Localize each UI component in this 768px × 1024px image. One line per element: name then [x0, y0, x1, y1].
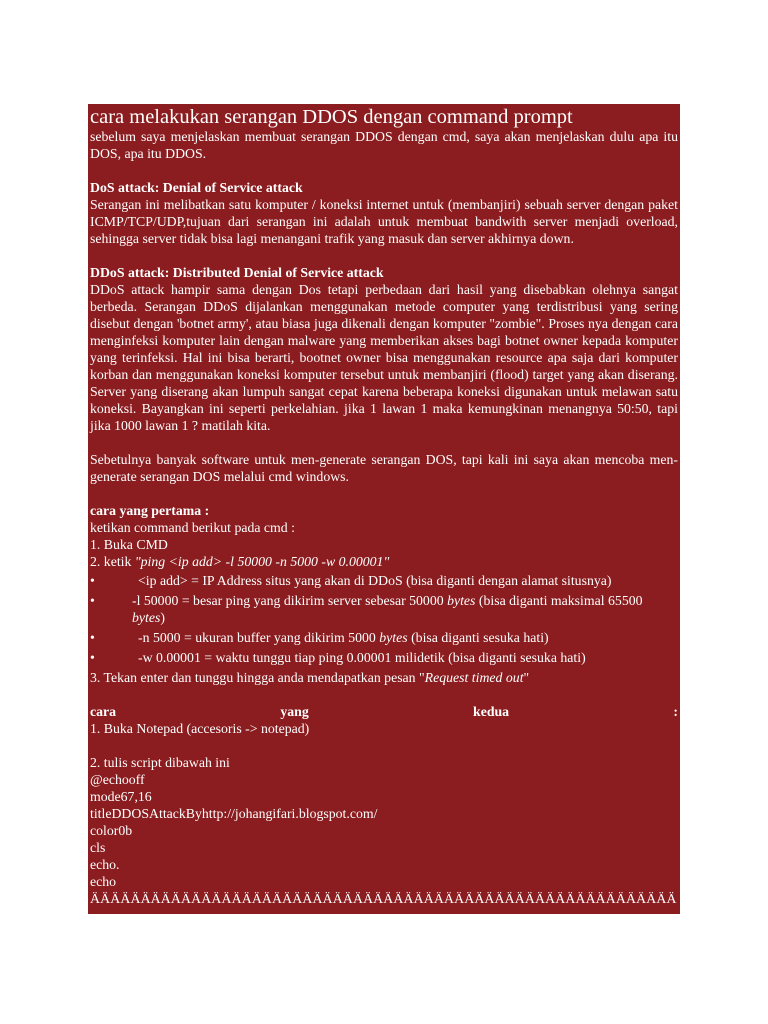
first-method-intro: ketikan command berikut pada cmd :: [90, 520, 295, 535]
script-line: mode67,16: [90, 789, 152, 804]
dos-paragraph: Serangan ini melibatkan satu komputer / koneksi internet untuk (membanjiri) sebuah server dengan paket ICMP/TCP/UDP,tujuan dari serangan ini adalah untuk membuat bandwith server menjadi overload, sehingga server tidak bisa lagi menangani trafik yang masuk dan server akhirnya down.: [90, 197, 678, 246]
bullet-ping-size: • -l 50000 = besar ping yang dikirim server sebesar 50000 bytes (bisa diganti maksimal 65500 bytes): [90, 593, 643, 625]
page-title: cara melakukan serangan DDOS dengan command prompt: [90, 106, 573, 128]
first-method-heading: cara yang pertama :: [90, 503, 210, 518]
bullet-icon: •: [90, 650, 95, 665]
script-line: color0b: [90, 823, 133, 838]
first-step-1: 1. Buka CMD: [90, 537, 168, 552]
first-step-3: 3. Tekan enter dan tunggu hingga anda mendapatkan pesan "Request timed out": [90, 670, 530, 685]
script-line-box-chars: ÄÄÄÄÄÄÄÄÄÄÄÄÄÄÄÄÄÄÄÄÄÄÄÄÄÄÄÄÄÄÄÄÄÄÄÄÄÄÄÄÄÄÄÄÄÄÄÄÄÄÄÄÄÄÄÄÄÄ: [90, 891, 677, 906]
ddos-heading: DDoS attack: Distributed Denial of Service attack: [90, 265, 384, 280]
bullet-ip-add: • <ip add> = IP Address situs yang akan di DDoS (bisa diganti dengan alamat situsnya): [90, 573, 612, 588]
script-line: titleDDOSAttackByhttp://johangifari.blogspot.com/: [90, 806, 378, 821]
script-line: cls: [90, 840, 106, 855]
bullet-icon: •: [90, 573, 95, 588]
second-step-1: 1. Buka Notepad (accesoris -> notepad): [90, 721, 310, 736]
script-line: echo.: [90, 857, 120, 872]
bullet-wait-time: • -w 0.00001 = waktu tunggu tiap ping 0.00001 milidetik (bisa diganti sesuka hati): [90, 650, 586, 665]
second-step-2: 2. tulis script dibawah ini: [90, 755, 230, 770]
software-paragraph: Sebetulnya banyak software untuk men-generate serangan DOS, tapi kali ini saya akan mencoba men-generate serangan DOS melalui cmd windows.: [90, 452, 678, 484]
intro-paragraph: sebelum saya menjelaskan membuat serangan DDOS dengan cmd, saya akan menjelaskan dulu apa itu DOS, apa itu DDOS.: [90, 129, 678, 161]
document-page: [88, 104, 680, 914]
script-line: @echooff: [90, 772, 145, 787]
dos-heading: DoS attack: Denial of Service attack: [90, 180, 303, 195]
bullet-icon: •: [90, 630, 95, 645]
script-line: echo: [90, 874, 117, 889]
ddos-paragraph: DDoS attack hampir sama dengan Dos tetapi perbedaan dari hasil yang disebabkan olehnya sangat berbeda. Serangan DDoS dijalankan menggunakan metode computer yang terdistribusi yang sering disebut dengan 'botnet army', atau biasa juga dikenali dengan komputer "zombie". Proses nya dengan cara menginfeksi komputer lain dengan malware yang memberikan akses bagi botnet owner kepada komputer yang terinfeksi. Hal ini bisa berarti, bootnet owner bisa menggunakan resource apa saja dari komputer korban dan menggunakan koneksi komputer tersebut untuk membanjiri (flood) target yang akan diserang. Server yang diserang akan lumpuh sangat cepat karena beberapa koneksi digunakan untuk melawan satu koneksi. Bayangkan ini seperti perkelahian. jika 1 lawan 1 maka kemungkinan menangnya 50:50, tapi jika 1000 lawan 1 ? matilah kita.: [90, 282, 678, 433]
first-step-2: 2. ketik "ping <ip add> -l 50000 -n 5000 -w 0.00001": [90, 554, 390, 569]
ping-command: "ping <ip add> -l 50000 -n 5000 -w 0.00001": [134, 554, 390, 569]
bullet-buffer-size: • -n 5000 = ukuran buffer yang dikirim 5000 bytes (bisa diganti sesuka hati): [90, 630, 549, 645]
second-method-heading: cara yang kedua :: [90, 704, 678, 719]
